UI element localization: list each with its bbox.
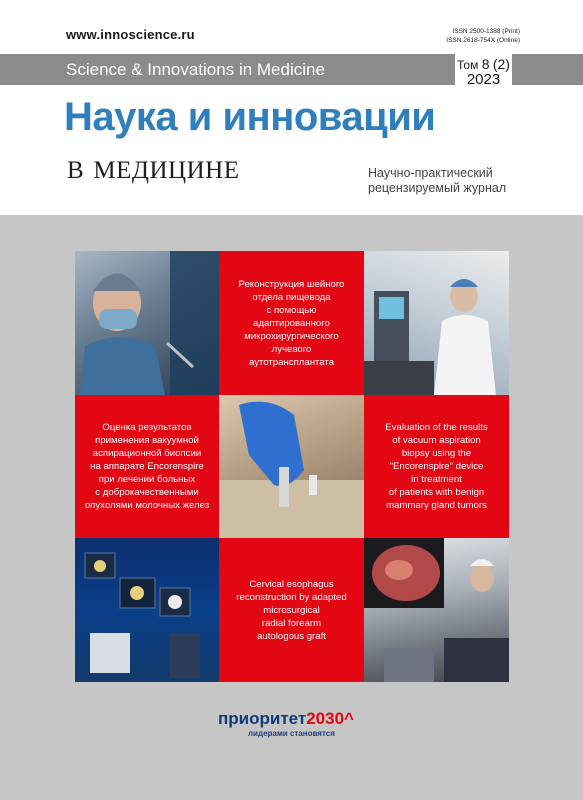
photo-operating-room <box>75 538 219 682</box>
issue-number: (2) <box>492 56 510 72</box>
site-url: www.innoscience.ru <box>66 27 195 42</box>
nurse-illustration <box>364 251 509 395</box>
journal-subtitle-text: в медицине <box>67 147 240 186</box>
logo-text: приоритет <box>218 709 307 728</box>
logo-slogan: лидерами становятся <box>248 729 335 738</box>
caption-en-esophagus: Cervical esophagus reconstruction by adapted microsurgical radial forearm autologous graft <box>236 578 347 642</box>
logo-mark: 2030^ <box>306 709 354 728</box>
caption-cell-en-esophagus <box>219 538 364 682</box>
volume-box <box>455 52 512 90</box>
surgery-screen-illustration <box>364 538 509 682</box>
tagline-line-1: Научно-практический <box>368 166 493 180</box>
photo-glove-lab <box>219 395 364 538</box>
priority-2030-logo <box>218 709 354 729</box>
photo-surgeon <box>75 251 219 395</box>
journal-subtitle <box>67 147 239 187</box>
photo-surgery-screen <box>364 538 509 682</box>
caption-ru-biopsy: Оценка результатов применения вакуумной аспирационной биопсии на аппарате Encorenspire при лечении больных с доброкачественными опухолями молочных желез <box>84 422 210 511</box>
cover-grid <box>75 251 509 682</box>
journal-title: Наука и инновации <box>64 95 436 139</box>
english-title: Science & Innovations in Medicine <box>66 60 325 79</box>
tagline <box>368 166 506 196</box>
operating-room-illustration <box>75 538 219 682</box>
caption-ru-esophagus: Реконструкция шейного отдела пищевода с помощью адаптированного микрохирургического лучевого аутотрансплантата <box>238 278 345 368</box>
caption-en-biopsy: Evaluation of the results of vacuum aspiration biopsy using the "Encorenspire" device in treatment of patients with benign mammary gland tumors <box>385 422 488 511</box>
tagline-line-2: рецензируемый журнал <box>368 181 507 195</box>
glove-illustration <box>219 395 364 538</box>
issn-online: ISSN 2618-754X (Online) <box>446 37 520 44</box>
volume-year: 2023 <box>466 71 501 88</box>
volume-label: Том <box>457 58 479 72</box>
volume-number: 8 <box>481 56 490 72</box>
caption-cell-en-biopsy <box>364 395 509 538</box>
issn-print: ISSN 2500-1388 (Print) <box>452 28 520 35</box>
surgeon-illustration <box>75 251 219 395</box>
photo-nurse <box>364 251 509 395</box>
caption-cell-ru-biopsy <box>75 395 219 538</box>
caption-cell-ru-esophagus <box>219 251 364 395</box>
issn-block <box>446 27 520 45</box>
